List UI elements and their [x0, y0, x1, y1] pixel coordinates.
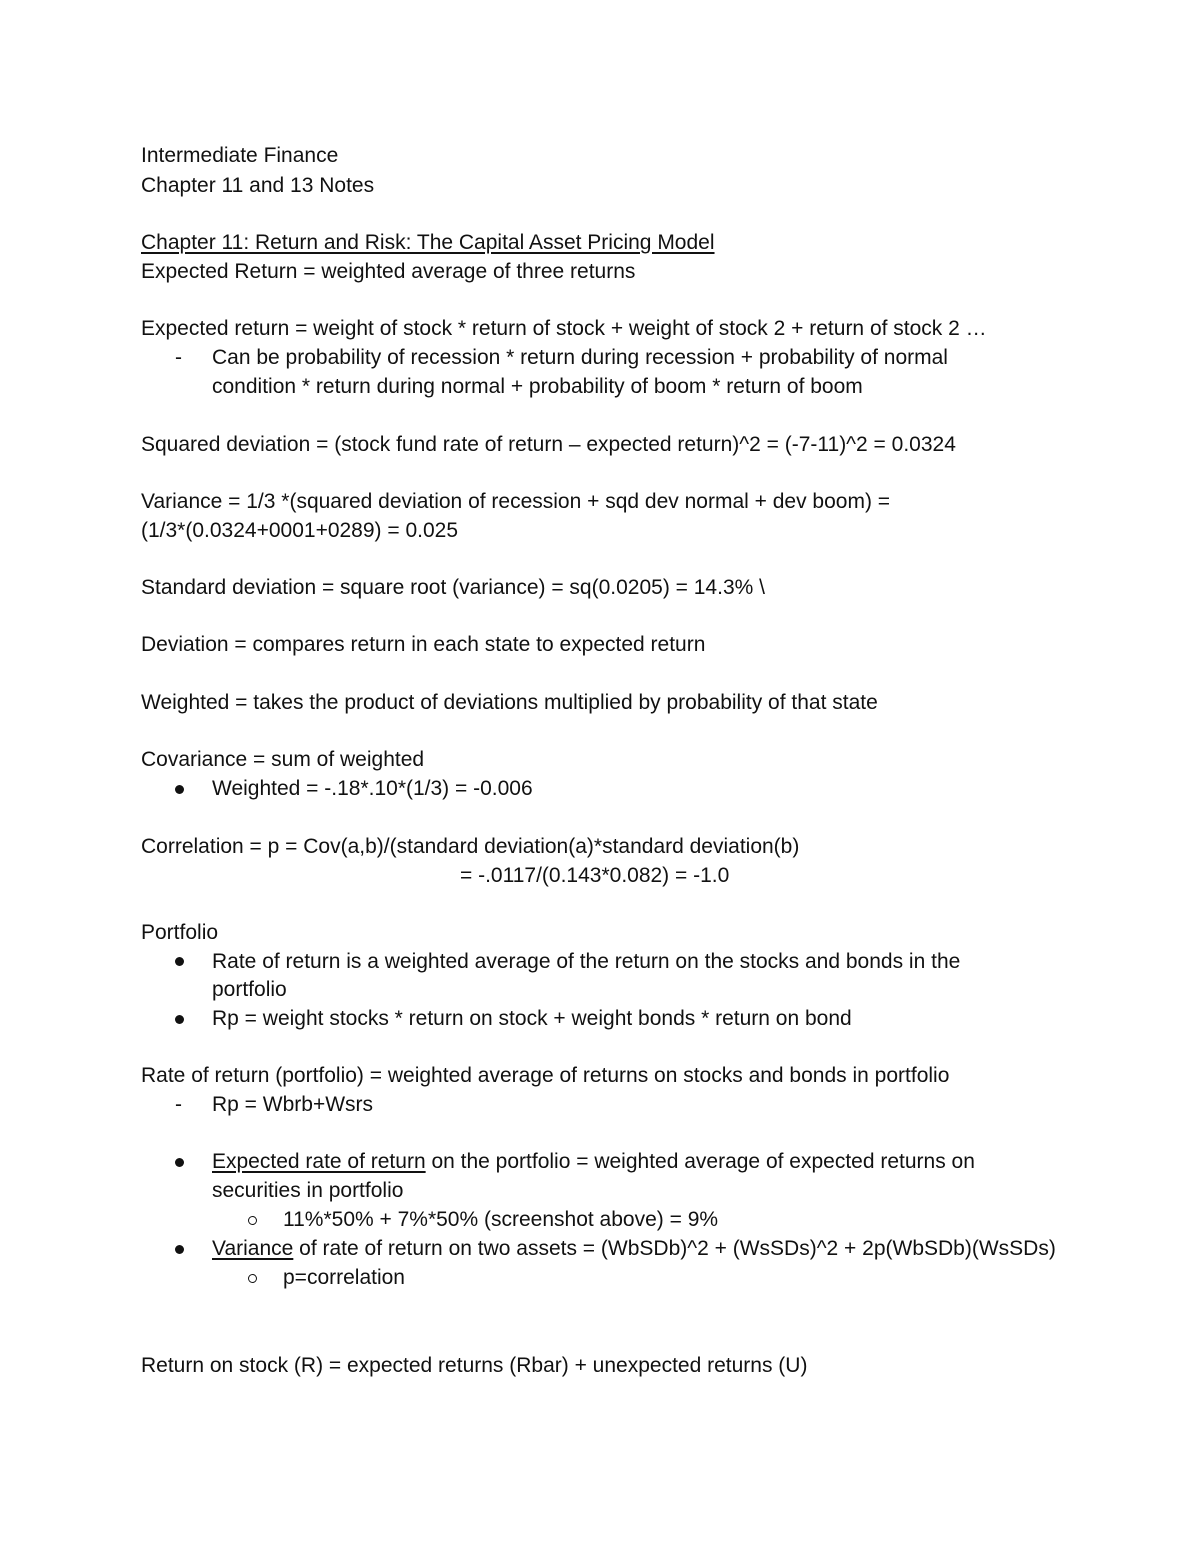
bullet-marker [175, 957, 184, 966]
bullet-marker [175, 785, 184, 794]
variance-line-2: (1/3*(0.0324+0001+0289) = 0.025 [141, 519, 459, 542]
dash-marker: - [175, 1093, 182, 1116]
correlation-note: p=correlation [283, 1266, 405, 1289]
probability-line-2: condition * return during normal + probability of boom * return of boom [212, 375, 863, 398]
squared-deviation: Squared deviation = (stock fund rate of return – expected return)^2 = (-7-11)^2 = 0.0324 [141, 433, 956, 456]
bullet-marker [175, 1015, 184, 1024]
portfolio-heading: Portfolio [141, 921, 219, 944]
probability-line-1: Can be probability of recession * return during recession + probability of normal [212, 346, 948, 369]
covariance-bullet: Weighted = -.18*.10*(1/3) = -0.006 [212, 777, 533, 800]
rate-of-return-portfolio: Rate of return (portfolio) = weighted average of returns on stocks and bonds in portfolio [141, 1064, 950, 1087]
portfolio-bullet-1-line-2: portfolio [212, 978, 287, 1001]
correlation-line-1: Correlation = p = Cov(a,b)/(standard deviation(a)*standard deviation(b) [141, 835, 800, 858]
variance-two-assets [212, 1235, 1056, 1263]
expected-rate-example: 11%*50% + 7%*50% (screenshot above) = 9% [283, 1208, 719, 1231]
expected-rate-line-1 [212, 1148, 975, 1176]
chapter-heading: Chapter 11: Return and Risk: The Capital Asset Pricing Model [141, 231, 715, 254]
portfolio-bullet-2: Rp = weight stocks * return on stock + weight bonds * return on bond [212, 1007, 852, 1030]
expected-rate-term: Expected rate of return [212, 1150, 426, 1173]
weighted-definition: Weighted = takes the product of deviations multiplied by probability of that state [141, 691, 878, 714]
variance-line-1: Variance = 1/3 *(squared deviation of recession + sqd dev normal + dev boom) = [141, 490, 891, 513]
notes-subtitle: Chapter 11 and 13 Notes [141, 174, 375, 197]
variance-text: of rate of return on two assets = (WbSDb)^2 + (WsSDs)^2 + 2p(WbSDb)(WsSDs) [293, 1237, 1056, 1260]
covariance-definition: Covariance = sum of weighted [141, 748, 425, 771]
bullet-marker [175, 1158, 184, 1167]
sub-bullet-marker [248, 1274, 257, 1283]
variance-term: Variance [212, 1237, 294, 1260]
standard-deviation: Standard deviation = square root (variance) = sq(0.0205) = 14.3% \ [141, 576, 765, 599]
expected-rate-line-2: securities in portfolio [212, 1179, 404, 1202]
deviation-definition: Deviation = compares return in each state to expected return [141, 633, 706, 656]
expected-return-formula: Expected return = weight of stock * return of stock + weight of stock 2 + return of stock 2 … [141, 317, 987, 340]
expected-return-definition: Expected Return = weighted average of three returns [141, 260, 636, 283]
rp-formula: Rp = Wbrb+Wsrs [212, 1093, 374, 1116]
correlation-line-2: = -.0117/(0.143*0.082) = -1.0 [460, 864, 730, 887]
dash-marker: - [175, 346, 182, 369]
bullet-marker [175, 1245, 184, 1254]
expected-rate-text: on the portfolio = weighted average of expected returns on [425, 1150, 975, 1173]
portfolio-bullet-1-line-1: Rate of return is a weighted average of the return on the stocks and bonds in the [212, 950, 961, 973]
sub-bullet-marker [248, 1216, 257, 1225]
course-title: Intermediate Finance [141, 144, 339, 167]
return-on-stock: Return on stock (R) = expected returns (Rbar) + unexpected returns (U) [141, 1354, 808, 1377]
